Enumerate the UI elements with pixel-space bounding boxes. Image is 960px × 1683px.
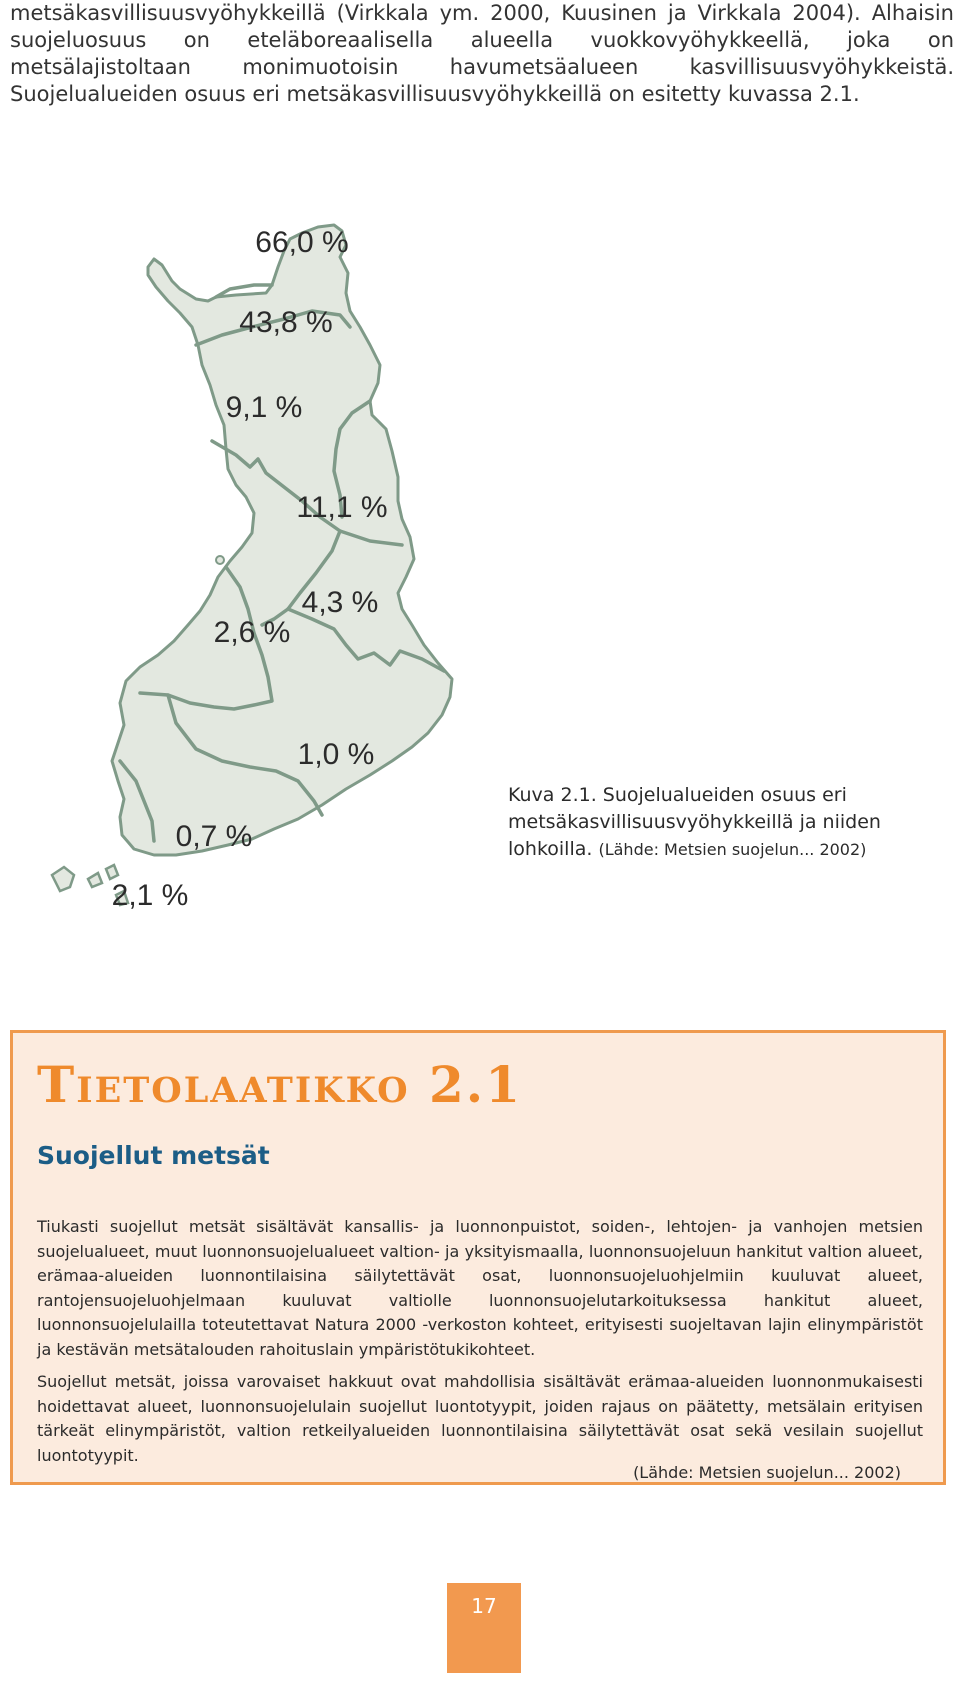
caption-source: (Lähde: Metsien suojelun... 2002) <box>598 840 867 859</box>
zone-label-northmost: 66,0 % <box>255 226 349 259</box>
info-box-title: Tietolaatikko 2.1 <box>37 1055 522 1114</box>
zone-label-ostrobothnia: 2,6 % <box>213 616 291 649</box>
zone-label-north: 43,8 % <box>239 306 333 339</box>
finland-vegetation-zone-map <box>40 215 480 935</box>
page-number-badge <box>447 1583 521 1673</box>
page-number: 17 <box>471 1594 497 1618</box>
zone-label-kainuu: 11,1 % <box>296 491 388 524</box>
zone-label-lapland-south: 9,1 % <box>225 391 303 424</box>
caption-text: Kuva 2.1. Suojelualueiden osuus eri metsäkasvillisuusvyöhykkeillä ja niiden lohkoilla. <box>508 784 881 860</box>
intro-paragraph: metsäkasvillisuusvyöhykkeillä (Virkkala ym. 2000, Kuusinen ja Virkkala 2004). Alhaisin suojeluosuus on eteläboreaalisella alueella vuokkovyöhykkeellä, joka on metsälajistoltaan monimuotoisin havumetsäalueen kasvillisuusvyöhykkeistä. Suojelualueiden osuus eri metsäkasvillisuusvyöhykkeillä on esitetty kuvassa 2.1. <box>10 1 954 106</box>
info-box <box>10 1030 946 1485</box>
info-box-paragraph-2: Suojellut metsät, joissa varovaiset hakkuut ovat mahdollisia sisältävät erämaa-alueiden luonnonmukaisesti hoidettavat alueet, luonnonsuojelulain suojellut luontotyypit, joiden rajaus on päätetty, metsälain erityisen tärkeät elinympäristöt, valtion retkeilyalueiden luonnontilaisina säilytettävät osat sekä vesilain suojellut luontotyypit. <box>37 1372 923 1465</box>
info-box-subtitle: Suojellut metsät <box>37 1141 270 1170</box>
zone-label-aland: 2,1 % <box>111 879 189 912</box>
info-box-paragraph-1: Tiukasti suojellut metsät sisältävät kansallis- ja luonnonpuistot, soiden-, lehtojen- ja vanhojen metsien suojelualueet, muut luonnonsuojelualueet valtion- ja yksityismaalla, luonnonsuojeluun hankitut valtion alueet, erämaa-alueiden luonnontilaisina säilytettävät osat, luonnonsuojeluohjelmiin kuuluvat alueet, rantojensuojeluohjelmaan kuuluvat valtiolle luonnonsuojelutarkoituksessa hankitut alueet, luonnonsuojelulailla toteutettavat Natura 2000 -verkoston kohteet, erityisesti suojeltavan lajin elinympäristöt ja kestävän metsätalouden rahoituslain ympäristötukikohteet. <box>37 1217 923 1359</box>
zone-label-north-karelia: 4,3 % <box>301 586 379 619</box>
zone-label-lakeland: 1,0 % <box>297 738 375 771</box>
figure-caption <box>508 782 928 863</box>
zone-label-southwest: 0,7 % <box>175 820 253 853</box>
info-box-source: (Lähde: Metsien suojelun... 2002) <box>633 1463 901 1482</box>
